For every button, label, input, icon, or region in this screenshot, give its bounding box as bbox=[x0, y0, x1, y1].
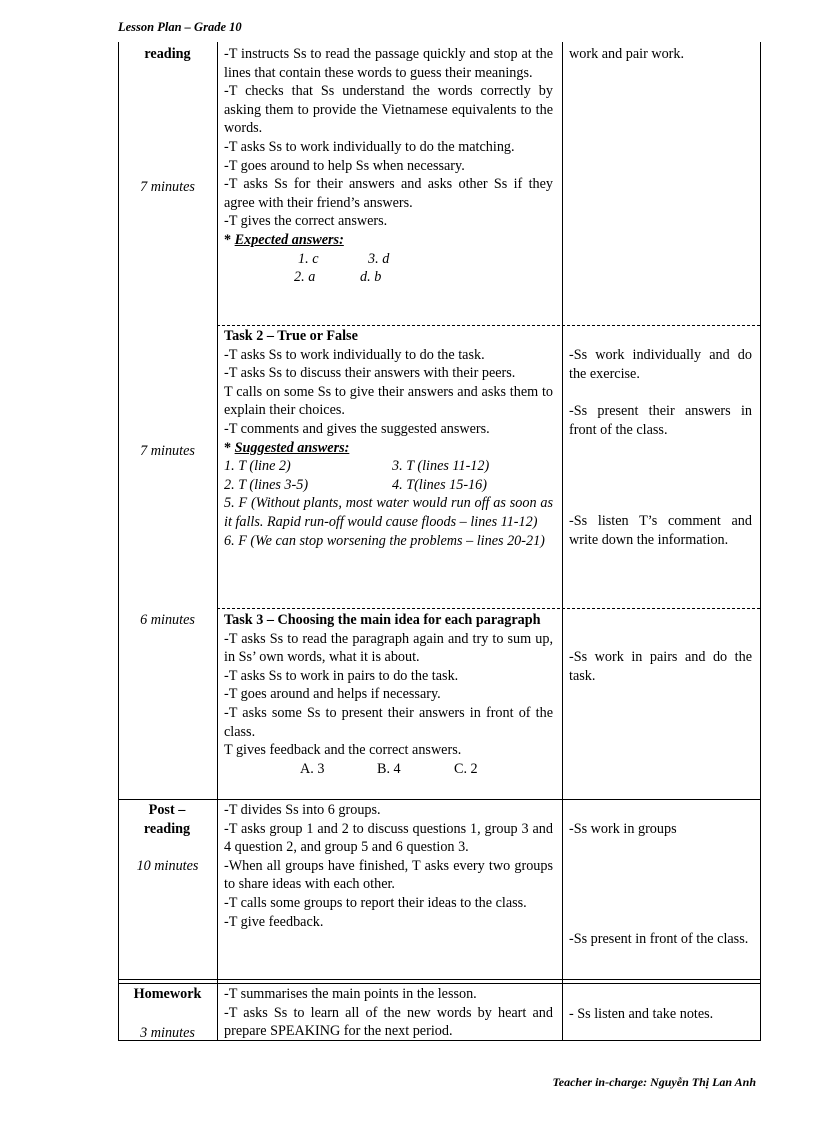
answer-item: 2. a bbox=[294, 269, 316, 286]
minutes-post-reading: 10 minutes bbox=[136, 858, 199, 874]
answers-row bbox=[224, 268, 553, 287]
page-header: Lesson Plan – Grade 10 bbox=[118, 20, 242, 34]
answers-row bbox=[224, 457, 553, 476]
answer-item: 3. d bbox=[368, 250, 390, 267]
teacher-line: -T instructs Ss to read the passage quickly and stop at the lines that contain these words to guess their meanings. bbox=[224, 46, 553, 81]
student-activities-task2-a bbox=[569, 346, 752, 383]
student-line: - Ss listen and take notes. bbox=[569, 1006, 714, 1022]
teacher-line: T calls on some Ss to give their answers and asks them to explain their choices. bbox=[224, 383, 553, 419]
table-border-right bbox=[760, 42, 761, 1041]
stage-reading: reading bbox=[144, 46, 191, 62]
teacher-line: -T goes around and helps if necessary. bbox=[224, 686, 441, 703]
teacher-line: -T asks Ss for their answers and asks other Ss if they agree with their friend’s answers. bbox=[224, 176, 553, 211]
teacher-line: -T asks Ss to work individually to do the task. bbox=[224, 346, 485, 363]
teacher-line: -T gives the correct answers. bbox=[224, 213, 388, 230]
answers-row bbox=[224, 760, 553, 779]
answer-item: 3. T (lines 11-12) bbox=[392, 458, 490, 475]
teacher-line: -T summarises the main points in the lesson. bbox=[224, 986, 477, 1002]
answer-item: A. 3 bbox=[300, 760, 325, 777]
answer-item: B. 4 bbox=[377, 760, 401, 777]
student-activities-homework bbox=[569, 1005, 752, 1024]
student-activities-reading bbox=[569, 45, 752, 64]
teacher-line: -T asks Ss to work individually to do the matching. bbox=[224, 138, 515, 155]
task3-title: Task 3 – Choosing the main idea for each paragraph bbox=[224, 612, 541, 628]
minutes-reading: 7 minutes bbox=[140, 179, 195, 195]
row-separator-homework-bottom bbox=[118, 983, 761, 984]
row-separator-post bbox=[118, 799, 761, 800]
student-activities-task2-c bbox=[569, 512, 752, 549]
stage-homework: Homework bbox=[133, 986, 202, 1002]
answer-item: 4. T(lines 15-16) bbox=[392, 476, 487, 493]
answer-item: C. 2 bbox=[454, 760, 478, 777]
teacher-activities-reading bbox=[224, 45, 553, 287]
answer-item: 5. F (Without plants, most water would run off as soon as it falls. Rapid run-off would cause floods – lines 11-12) bbox=[224, 495, 553, 530]
student-line: -Ss work in groups bbox=[569, 821, 677, 837]
teacher-activities-homework bbox=[224, 985, 553, 1041]
student-line: -Ss listen T’s comment and write down the information. bbox=[569, 513, 752, 548]
teacher-line: -T checks that Ss understand the words correctly by asking them to provide the Vietnamese equivalents to the words. bbox=[224, 83, 553, 137]
task2-title: Task 2 – True or False bbox=[224, 328, 358, 344]
answer-item: 1. c bbox=[298, 250, 319, 267]
student-line: -Ss work individually and do the exercise. bbox=[569, 347, 752, 382]
teacher-line: -T asks Ss to discuss their answers with their peers. bbox=[224, 365, 516, 382]
row-separator-homework-top bbox=[118, 979, 761, 980]
expected-answers-heading: * Expected answers: bbox=[224, 231, 344, 248]
page-footer: Teacher in-charge: Nguyễn Thị Lan Anh bbox=[552, 1075, 756, 1089]
teacher-line: -T asks some Ss to present their answers in front of the class. bbox=[224, 704, 553, 740]
teacher-line: -T asks Ss to work in pairs to do the task. bbox=[224, 667, 459, 684]
student-line: work and pair work. bbox=[569, 46, 685, 62]
minutes-task3: 6 minutes bbox=[140, 612, 195, 628]
student-line: -Ss present their answers in front of the class. bbox=[569, 403, 752, 438]
teacher-line: T gives feedback and the correct answers. bbox=[224, 742, 462, 759]
teacher-line: -T divides Ss into 6 groups. bbox=[224, 802, 381, 818]
column-divider-2 bbox=[562, 42, 563, 1041]
answer-item: 6. F (We can stop worsening the problems – lines 20-21) bbox=[224, 532, 545, 549]
dashed-separator-task2 bbox=[217, 325, 760, 326]
stage-post-reading: Post – reading bbox=[143, 802, 191, 837]
answer-item: 2. T (lines 3-5) bbox=[224, 476, 309, 493]
minutes-task2: 7 minutes bbox=[140, 443, 195, 459]
teacher-line: -T goes around to help Ss when necessary. bbox=[224, 157, 465, 174]
teacher-activities-post-reading bbox=[224, 801, 553, 931]
minutes-homework: 3 minutes bbox=[140, 1025, 195, 1041]
teacher-line: -T asks group 1 and 2 to discuss questions 1, group 3 and 4 question 2, and group 5 and 6 question 3. bbox=[224, 820, 553, 856]
column-divider-1 bbox=[217, 42, 218, 1041]
teacher-line: -T asks Ss to learn all of the new words by heart and prepare SPEAKING for the next period. bbox=[224, 1004, 553, 1040]
teacher-line: -When all groups have finished, T asks every two groups to share ideas with each other. bbox=[224, 857, 553, 893]
teacher-line: -T asks Ss to read the paragraph again and try to sum up, in Ss’ own words, what it is about. bbox=[224, 630, 553, 666]
teacher-activities-task2 bbox=[224, 327, 553, 550]
teacher-activities-task3 bbox=[224, 611, 553, 778]
student-activities-task3 bbox=[569, 648, 752, 685]
student-line: -Ss present in front of the class. bbox=[569, 931, 749, 947]
student-activities-task2-b bbox=[569, 402, 752, 439]
teacher-line: -T calls some groups to report their ideas to the class. bbox=[224, 894, 527, 911]
teacher-line: -T comments and gives the suggested answers. bbox=[224, 420, 490, 437]
suggested-answers-heading: * Suggested answers: bbox=[224, 439, 350, 456]
student-activities-post-b bbox=[569, 930, 752, 949]
answer-item: 1. T (line 2) bbox=[224, 458, 291, 475]
answers-row bbox=[224, 476, 553, 495]
answer-item: d. b bbox=[360, 269, 382, 286]
student-line: -Ss work in pairs and do the task. bbox=[569, 649, 752, 684]
student-activities-post-a bbox=[569, 820, 752, 839]
answers-row bbox=[224, 250, 553, 269]
teacher-line: -T give feedback. bbox=[224, 913, 324, 930]
dashed-separator-task3 bbox=[217, 608, 760, 609]
